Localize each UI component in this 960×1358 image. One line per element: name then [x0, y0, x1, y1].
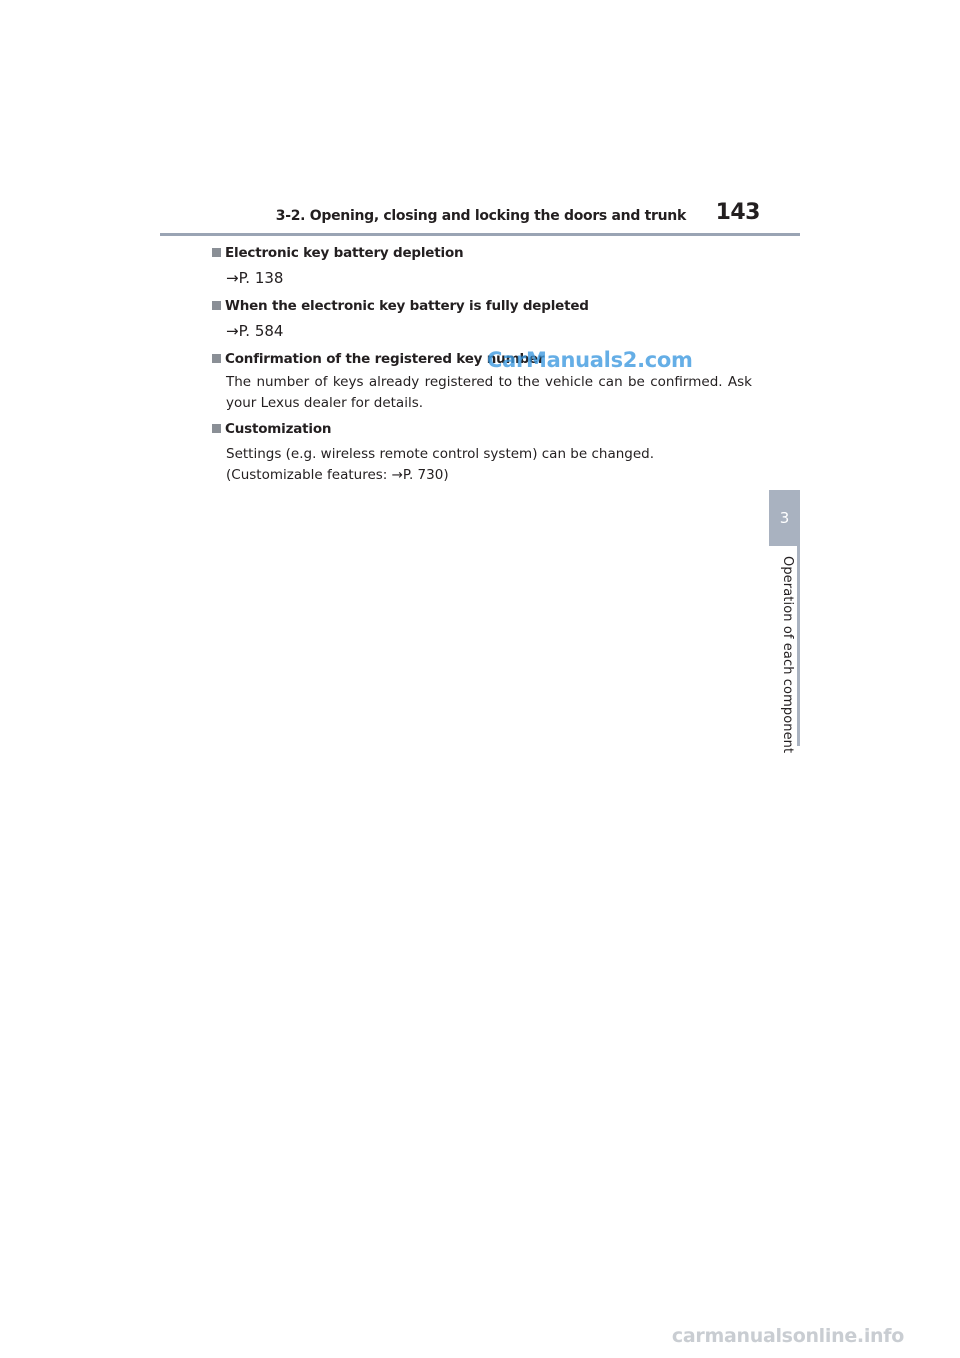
page-header: [160, 200, 800, 230]
square-bullet-icon: [212, 424, 221, 433]
section-heading: Customization: [225, 421, 332, 437]
square-bullet-icon: [212, 248, 221, 257]
section-heading: When the electronic key battery is fully depleted: [225, 298, 589, 314]
square-bullet-icon: [212, 301, 221, 310]
section-fully-depleted: [212, 297, 752, 342]
chapter-label: Operation of each component: [780, 556, 795, 754]
chapter-number: 3: [779, 509, 790, 527]
section-body: The number of keys already registered to the vehicle can be confirmed. Ask your Lexus dealer for details.: [226, 374, 752, 411]
square-bullet-icon: [212, 354, 221, 363]
chapter-tab: [769, 490, 800, 546]
chapter-side-rule: [797, 546, 800, 746]
section-title: 3-2. Opening, closing and locking the doors and trunk: [275, 208, 686, 224]
footer-watermark: carmanualsonline.info: [671, 1325, 904, 1347]
watermark-overlay: CarManuals2.com: [487, 348, 693, 372]
page-reference: →P. 138: [226, 269, 284, 287]
page-number: 143: [715, 200, 760, 225]
section-battery-depletion: [212, 244, 752, 289]
section-heading: Confirmation of the registered key number: [225, 351, 545, 367]
section-body-line: Settings (e.g. wireless remote control system) can be changed.: [226, 446, 655, 462]
section-body-line: (Customizable features: →P. 730): [226, 467, 449, 483]
page-reference: →P. 584: [226, 322, 284, 340]
header-divider: [160, 233, 800, 236]
section-customization: [212, 420, 752, 486]
section-heading: Electronic key battery depletion: [225, 245, 464, 261]
